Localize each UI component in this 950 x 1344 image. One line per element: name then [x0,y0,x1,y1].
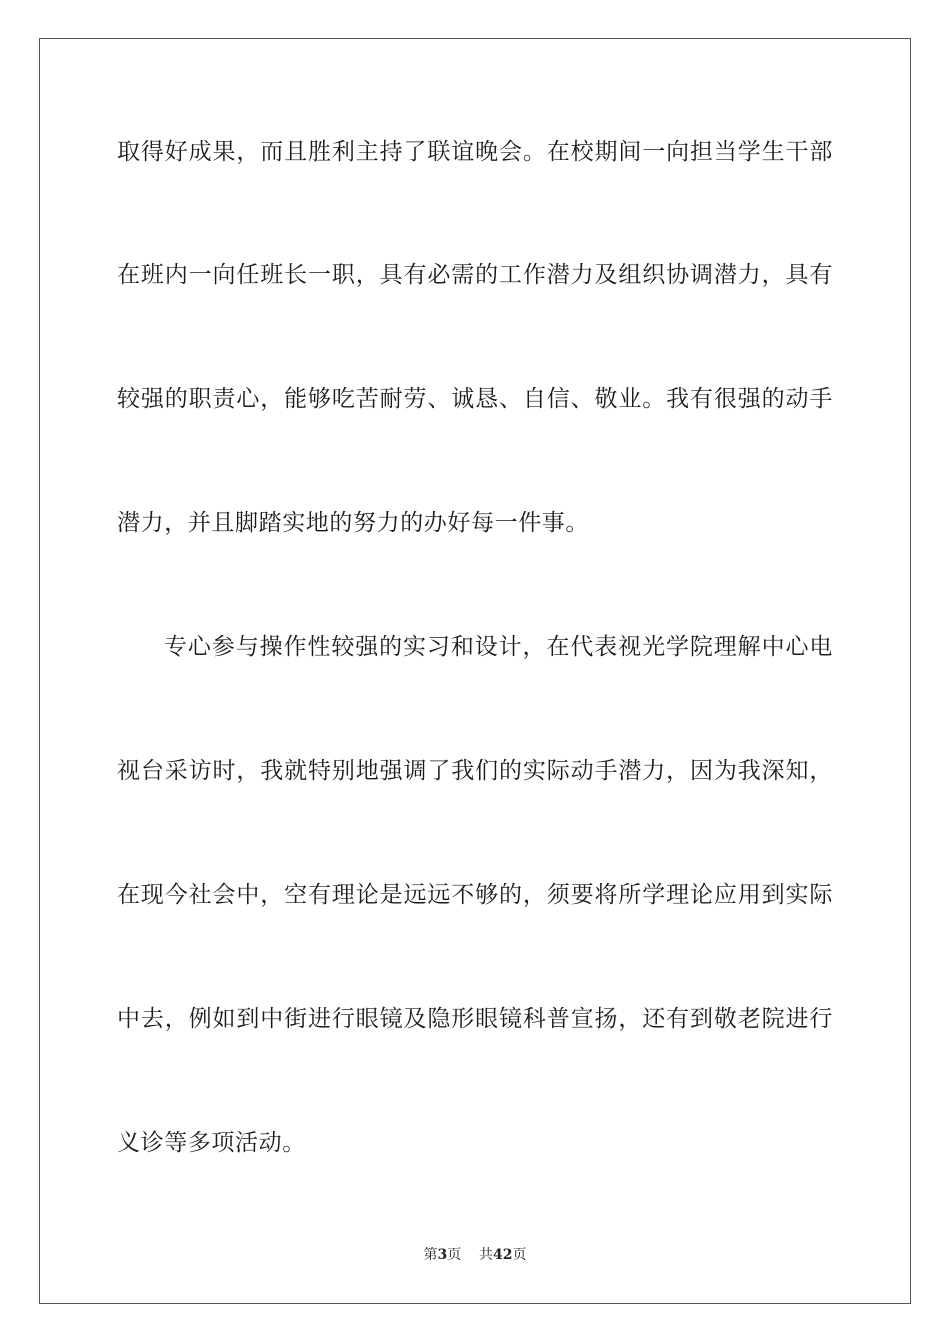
body-text-line-7: 在现今社会中，空有理论是远远不够的，须要将所学理论应用到实际 [117,882,833,908]
body-text-line-3: 较强的职责心，能够吃苦耐劳、诚恳、自信、敬业。我有很强的动手 [117,386,833,412]
body-text-line-9: 义诊等多项活动。 [117,1130,306,1156]
body-text-line-4: 潜力，并且脚踏实地的努力的办好每一件事。 [117,510,589,536]
body-text-line-8: 中去，例如到中街进行眼镜及隐形眼镜科普宣扬，还有到敬老院进行 [117,1006,833,1032]
body-text-line-6: 视台采访时，我就特别地强调了我们的实际动手潜力，因为我深知， [117,758,833,784]
footer-page-prefix: 第 [423,1247,438,1263]
body-text-line-2: 在班内一向任班长一职，具有必需的工作潜力及组织协调潜力，具有 [117,262,833,288]
page-border [39,38,911,1304]
footer-page-suffix: 页 [447,1247,462,1263]
footer-total-suffix: 页 [512,1247,527,1263]
body-text-line-5: 专心参与操作性较强的实习和设计，在代表视光学院理解中心电 [164,634,833,660]
footer-total-prefix: 共 [479,1247,494,1263]
body-text-line-1: 取得好成果，而且胜利主持了联谊晚会。在校期间一向担当学生干部 [117,139,833,165]
footer-current-page: 3 [437,1247,448,1263]
page-footer [0,1246,950,1264]
footer-total-pages: 42 [493,1247,513,1263]
